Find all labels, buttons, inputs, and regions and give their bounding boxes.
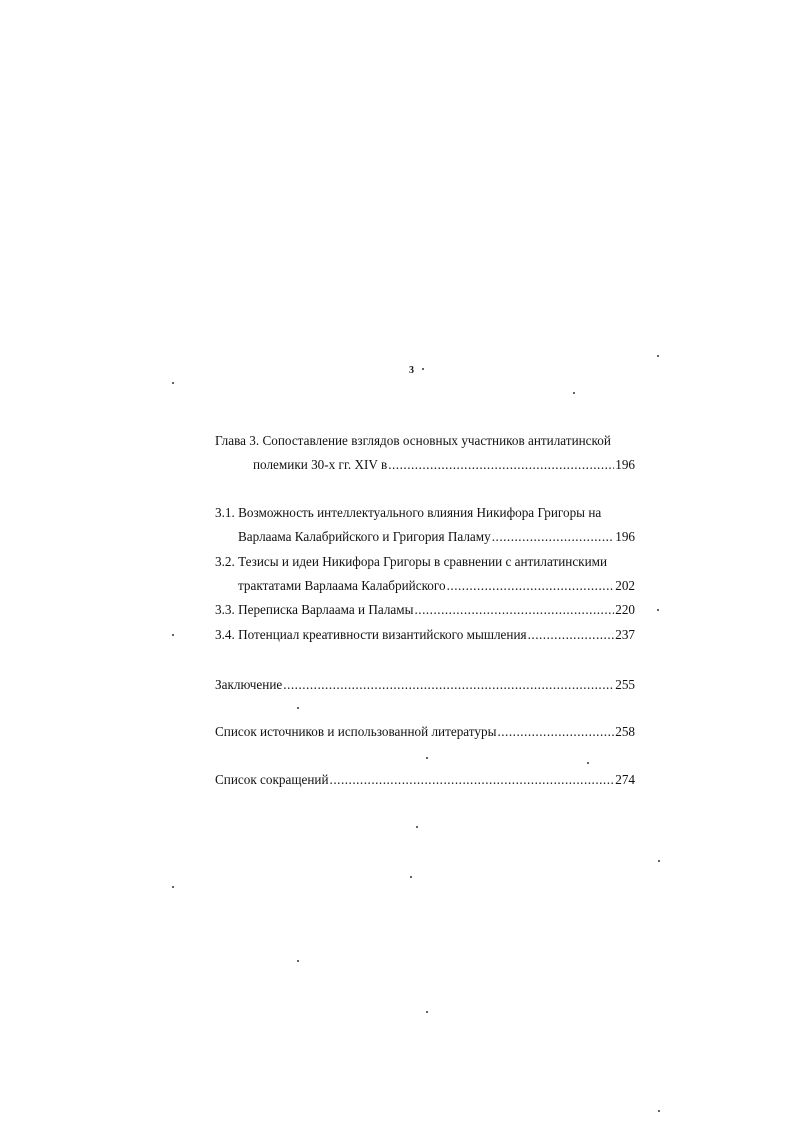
toc-section-3-2-title: 3.2. Тезисы и идеи Никифора Григоры в сравнении с антилатинскими — [215, 554, 608, 569]
scan-speck — [422, 368, 424, 370]
toc-section-3-2-entry — [238, 578, 635, 594]
scan-speck — [658, 1110, 660, 1112]
toc-conclusion-entry — [215, 677, 635, 693]
scan-speck — [573, 392, 575, 394]
toc-conclusion-page: 255 — [615, 677, 635, 692]
scan-speck — [658, 860, 660, 862]
toc-chapter-3-title-cont: полемики 30-х гг. XIV в — [253, 457, 388, 472]
toc-section-3-1-page: 196 — [615, 529, 635, 544]
scan-speck — [657, 609, 659, 611]
scan-speck — [297, 960, 299, 962]
toc-abbreviations-entry — [215, 772, 635, 788]
toc-conclusion-title: Заключение — [215, 677, 283, 692]
toc-sources-entry — [215, 724, 635, 740]
dot-leader — [497, 724, 614, 740]
scan-speck — [426, 1011, 428, 1013]
scan-speck — [297, 707, 299, 709]
toc-section-3-1-entry — [238, 529, 635, 545]
scan-speck — [172, 886, 174, 888]
dot-leader — [330, 772, 615, 788]
scan-speck — [587, 762, 589, 764]
toc-abbreviations-page: 274 — [615, 772, 635, 787]
toc-abbreviations-title: Список сокращений — [215, 772, 329, 787]
toc-section-3-3-entry — [215, 602, 635, 618]
dot-leader — [447, 578, 615, 594]
scan-speck — [172, 634, 174, 636]
dot-leader — [492, 529, 615, 545]
toc-section-3-4-entry — [215, 627, 635, 643]
dot-leader — [283, 677, 614, 693]
toc-section-3-4-title: 3.4. Потенциал креативности византийского мышления — [215, 627, 527, 642]
scan-speck — [410, 876, 412, 878]
toc-sources-page: 258 — [615, 724, 635, 739]
toc-section-3-2-title-line — [215, 554, 635, 570]
scan-speck — [172, 382, 174, 384]
toc-section-3-3-title: 3.3. Переписка Варлаама и Паламы — [215, 602, 414, 617]
toc-chapter-3-page: 196 — [615, 457, 635, 472]
toc-section-3-1-title: 3.1. Возможность интеллектуального влияния Никифора Григоры на — [215, 505, 602, 520]
dot-leader — [414, 602, 614, 618]
page-number: 3 — [409, 365, 414, 376]
dot-leader — [528, 627, 615, 643]
toc-chapter-3-title-line — [215, 433, 635, 449]
dot-leader — [388, 457, 614, 473]
toc-chapter-3-title: Глава 3. Сопоставление взглядов основных участников антилатинской — [215, 433, 611, 448]
toc-chapter-3-entry — [253, 457, 635, 473]
toc-section-3-2-title-cont: трактатами Варлаама Калабрийского — [238, 578, 446, 593]
scan-speck — [426, 757, 428, 759]
scan-speck — [657, 355, 659, 357]
toc-section-3-3-page: 220 — [615, 602, 635, 617]
scan-speck — [416, 826, 418, 828]
toc-section-3-2-page: 202 — [615, 578, 635, 593]
toc-section-3-1-title-cont: Варлаама Калабрийского и Григория Паламу — [238, 529, 491, 544]
toc-sources-title: Список источников и использованной литературы — [215, 724, 497, 739]
toc-section-3-4-page: 237 — [615, 627, 635, 642]
toc-section-3-1-title-line — [215, 505, 635, 521]
